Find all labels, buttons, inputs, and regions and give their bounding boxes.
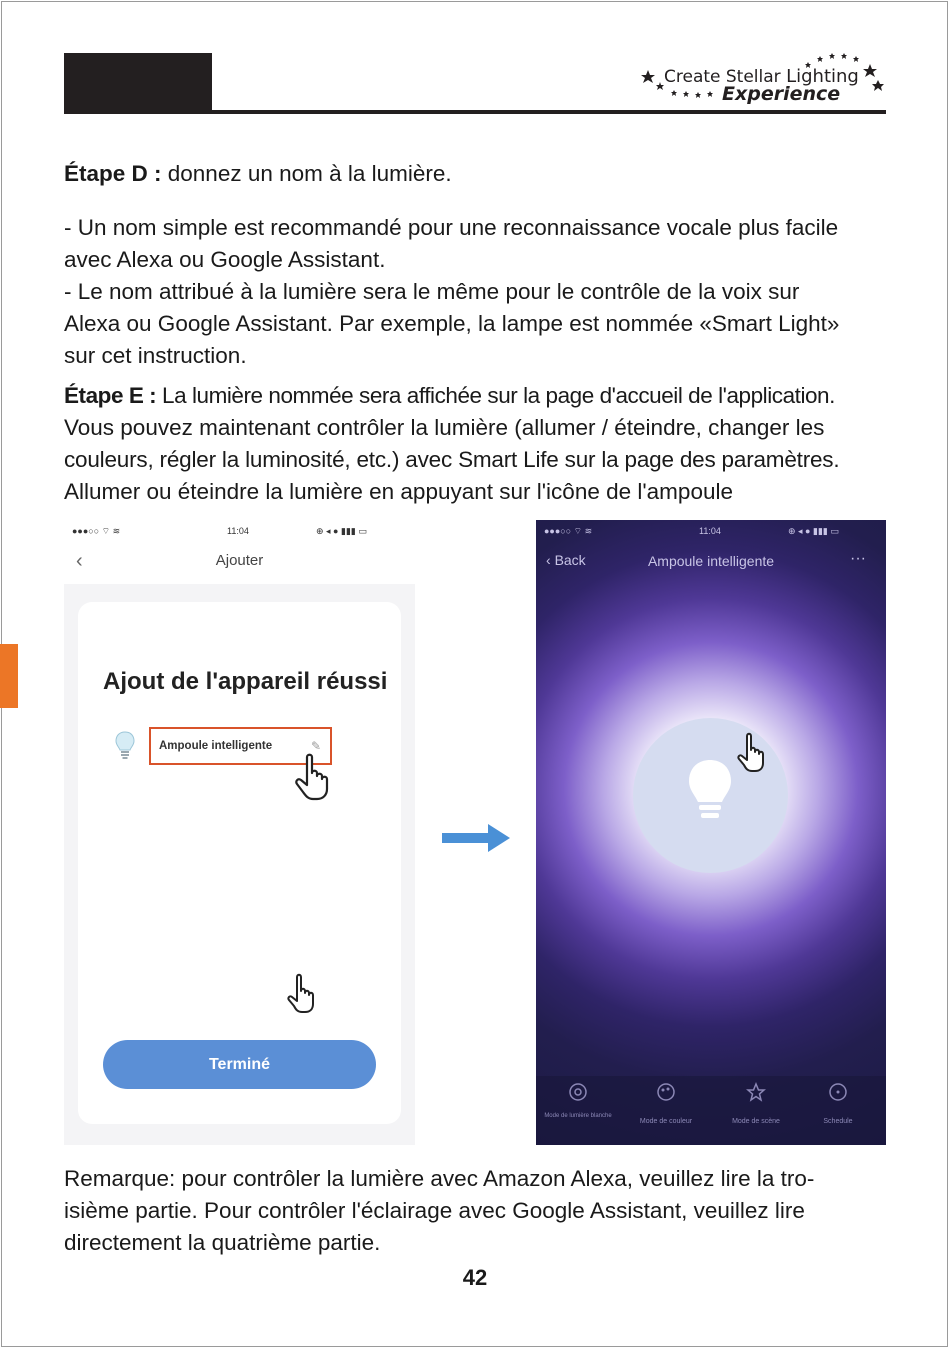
brand-logo: [638, 50, 888, 110]
palette-icon: [656, 1082, 676, 1102]
step-e-line: Vous pouvez maintenant contrôler la lumière (allumer / éteindre, changer les: [64, 415, 825, 440]
mode-scene[interactable]: Mode de scène: [716, 1082, 796, 1125]
status-bar: ●●●○○ ⌔ ≋ 11:04 ⊕ ◂ ● ▮▮▮ ▭ ‹ Ajouter: [64, 520, 415, 584]
screen-title: Ajouter: [215, 552, 264, 569]
star-icon: [746, 1082, 766, 1102]
pointer-hand-icon: [286, 973, 328, 1015]
device-name-field[interactable]: Ampoule intelligente ✎: [149, 727, 332, 765]
white-light-icon: [568, 1082, 588, 1102]
remark-line: isième partie. Pour contrôler l'éclairage avec Google Assistant, veuillez lire: [64, 1198, 805, 1223]
screenshot-add-device: [64, 520, 415, 1145]
step-e-line: Allumer ou éteindre la lumière en appuyant sur l'icône de l'ampoule: [64, 479, 733, 504]
clock-icon: [828, 1082, 848, 1102]
mode-white-light[interactable]: Mode de lumière blanche: [538, 1082, 618, 1120]
note-line: - Un nom simple est recommandé pour une reconnaissance vocale plus facile: [64, 215, 839, 240]
mode-schedule[interactable]: Schedule: [798, 1082, 878, 1125]
pointer-hand-icon: [294, 752, 344, 802]
done-button[interactable]: Terminé: [103, 1040, 376, 1089]
back-icon[interactable]: ‹: [76, 550, 83, 572]
note-line: Alexa ou Google Assistant. Par exemple, la lampe est nommée «Smart Light»: [64, 311, 840, 336]
page-number: 42: [462, 1265, 488, 1290]
brand-experience: Experience: [722, 83, 841, 105]
brand-tagline: Create Stellar Lighting: [664, 66, 859, 87]
mode-bar: [536, 1076, 886, 1145]
arrow-right-icon: [442, 824, 512, 852]
remark-line: directement la quatrième partie.: [64, 1230, 381, 1255]
step-e-heading: Étape E : La lumière nommée sera affichée sur la page d'accueil de l'application.: [64, 383, 835, 408]
screen-title: Ampoule intelligente: [647, 553, 775, 569]
header-block: [64, 53, 212, 111]
note-line: - Le nom attribué à la lumière sera le même pour le contrôle de la voix sur: [64, 279, 800, 304]
note-line: sur cet instruction.: [64, 343, 247, 368]
bulb-icon: [115, 730, 135, 760]
step-d-heading: Étape D : donnez un nom à la lumière.: [64, 161, 452, 186]
more-icon[interactable]: ···: [850, 550, 866, 567]
success-card: [78, 602, 401, 1124]
note-line: avec Alexa ou Google Assistant.: [64, 247, 386, 272]
pointer-hand-icon: [736, 732, 778, 774]
remark-line: Remarque: pour contrôler la lumière avec Amazon Alexa, veuillez lire la tro-: [64, 1166, 815, 1191]
screenshot-bulb-control: [536, 520, 886, 1145]
edit-icon[interactable]: ✎: [311, 739, 322, 753]
status-bar: ●●●○○ ⌔ ≋ 11:04 ⊕ ◂ ● ▮▮▮ ▭: [544, 526, 839, 536]
back-button[interactable]: ‹ Back: [546, 552, 586, 568]
header-rule: [64, 110, 886, 114]
mode-color[interactable]: Mode de couleur: [626, 1082, 706, 1125]
bulb-icon: [685, 756, 735, 826]
success-heading: Ajout de l'appareil réussi: [103, 668, 388, 695]
step-e-line: couleurs, régler la luminosité, etc.) avec Smart Life sur la page des paramètres.: [64, 447, 840, 472]
section-tab: [0, 644, 18, 708]
